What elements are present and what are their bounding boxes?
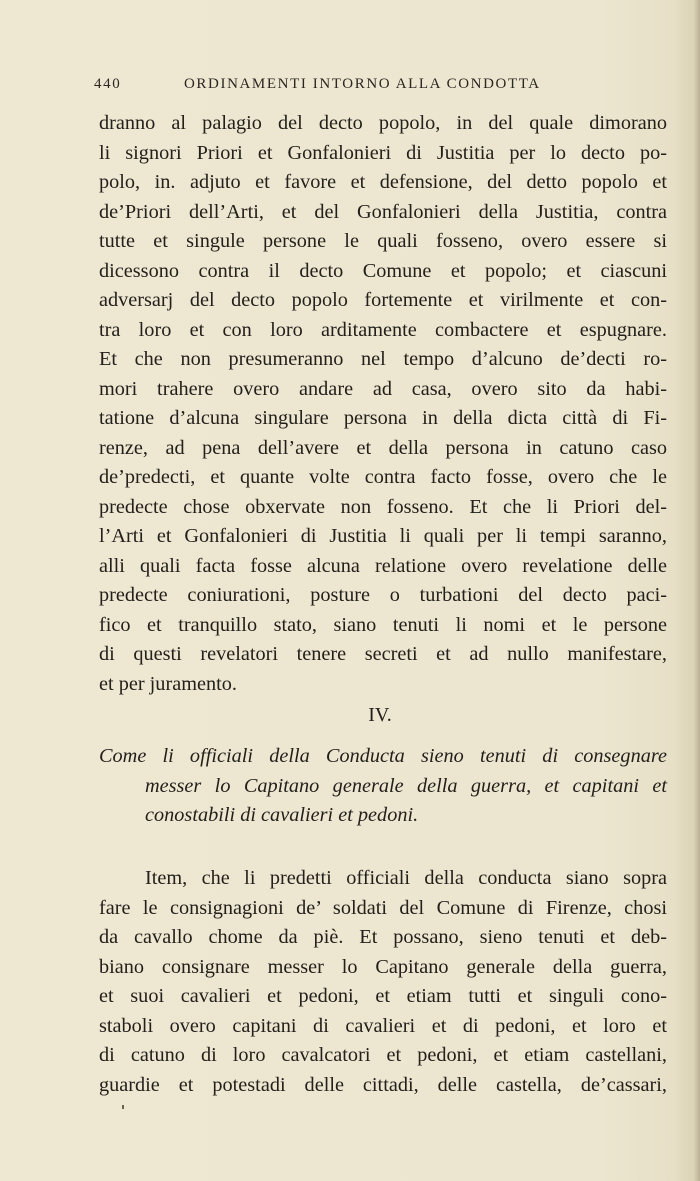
text-line: dicessono contra il decto Comune et popolo; et ciascuni: [99, 259, 667, 282]
text-line: fico et tranquillo stato, siano tenuti li nomi et le persone: [99, 613, 667, 636]
text-line: et suoi cavalieri et pedoni, et etiam tutti et singuli cono-: [99, 985, 667, 1007]
text-line: tatione d’alcuna singulare persona in della dicta città di Fi-: [99, 407, 667, 429]
heading-line: messer lo Capitano generale della guerra, et capitani et: [145, 774, 667, 797]
text-line: de’predecti, et quante volte contra facto fosse, overo che le: [99, 466, 667, 488]
page-edge-shadow: [694, 0, 700, 1181]
section-number: IV.: [368, 704, 392, 726]
text-line: adversarj del decto popolo fortemente et virilmente et con-: [99, 289, 667, 311]
text-line: da cavallo chome da piè. Et possano, sieno tenuti et deb-: [99, 926, 667, 948]
text-line: li signori Priori et Gonfalonieri di Justitia per lo decto po-: [99, 141, 667, 164]
page-number: 440: [94, 76, 122, 92]
text-line: l’Arti et Gonfalonieri di Justitia li quali per li tempi saranno,: [99, 525, 667, 547]
text-line: de’Priori dell’Arti, et del Gonfalonieri della Justitia, contra: [99, 200, 667, 223]
ink-speck: [122, 1105, 124, 1109]
heading-line: conostabili di cavalieri et pedoni.: [145, 804, 419, 826]
text-line: fare le consignagioni de’ soldati del Comune di Firenze, chosi: [99, 896, 667, 919]
paragraph-1: [99, 109, 667, 699]
text-line: tutte et singule persone le quali fosseno, overo essere si: [99, 230, 667, 252]
text-line: alli quali facta fosse alcuna relatione overo revelatione delle: [99, 554, 667, 577]
text-line: Item, che li predetti officiali della conducta siano sopra: [145, 867, 667, 889]
text-line: et per juramento.: [99, 672, 237, 695]
paragraph-2: [99, 864, 667, 1100]
text-line: tra loro et con loro arditamente combactere et espugnare.: [99, 318, 667, 341]
text-line: dranno al palagio del decto popolo, in del quale dimorano: [99, 112, 667, 134]
text-line: staboli overo capitani di cavalieri et di pedoni, et loro et: [99, 1014, 667, 1037]
text-line: di questi revelatori tenere secreti et ad nullo manifestare,: [99, 643, 667, 665]
text-line: guardie et potestadi delle cittadi, delle castella, de’cassari,: [99, 1073, 667, 1096]
running-head-title: ORDINAMENTI INTORNO ALLA CONDOTTA: [184, 76, 541, 92]
text-line: renze, ad pena dell’avere et della persona in catuno caso: [99, 436, 667, 459]
heading-line: Come li officiali della Conducta sieno tenuti di consegnare: [99, 745, 667, 767]
text-line: mori trahere overo andare ad casa, overo sito da habi-: [99, 377, 667, 400]
text-line: biano consignare messer lo Capitano generale della guerra,: [99, 955, 667, 978]
section-heading: [99, 742, 667, 831]
text-line: predecte coniurationi, posture o turbationi del decto paci-: [99, 584, 667, 606]
running-head: [94, 76, 574, 98]
text-line: polo, in. adjuto et favore et defensione, del detto popolo et: [99, 171, 667, 193]
text-line: di catuno di loro cavalcatori et pedoni, et etiam castellani,: [99, 1044, 667, 1066]
text-line: predecte chose obxervate non fosseno. Et che li Priori del-: [99, 495, 667, 518]
text-line: Et che non presumeranno nel tempo d’alcuno de’decti ro-: [99, 348, 667, 370]
